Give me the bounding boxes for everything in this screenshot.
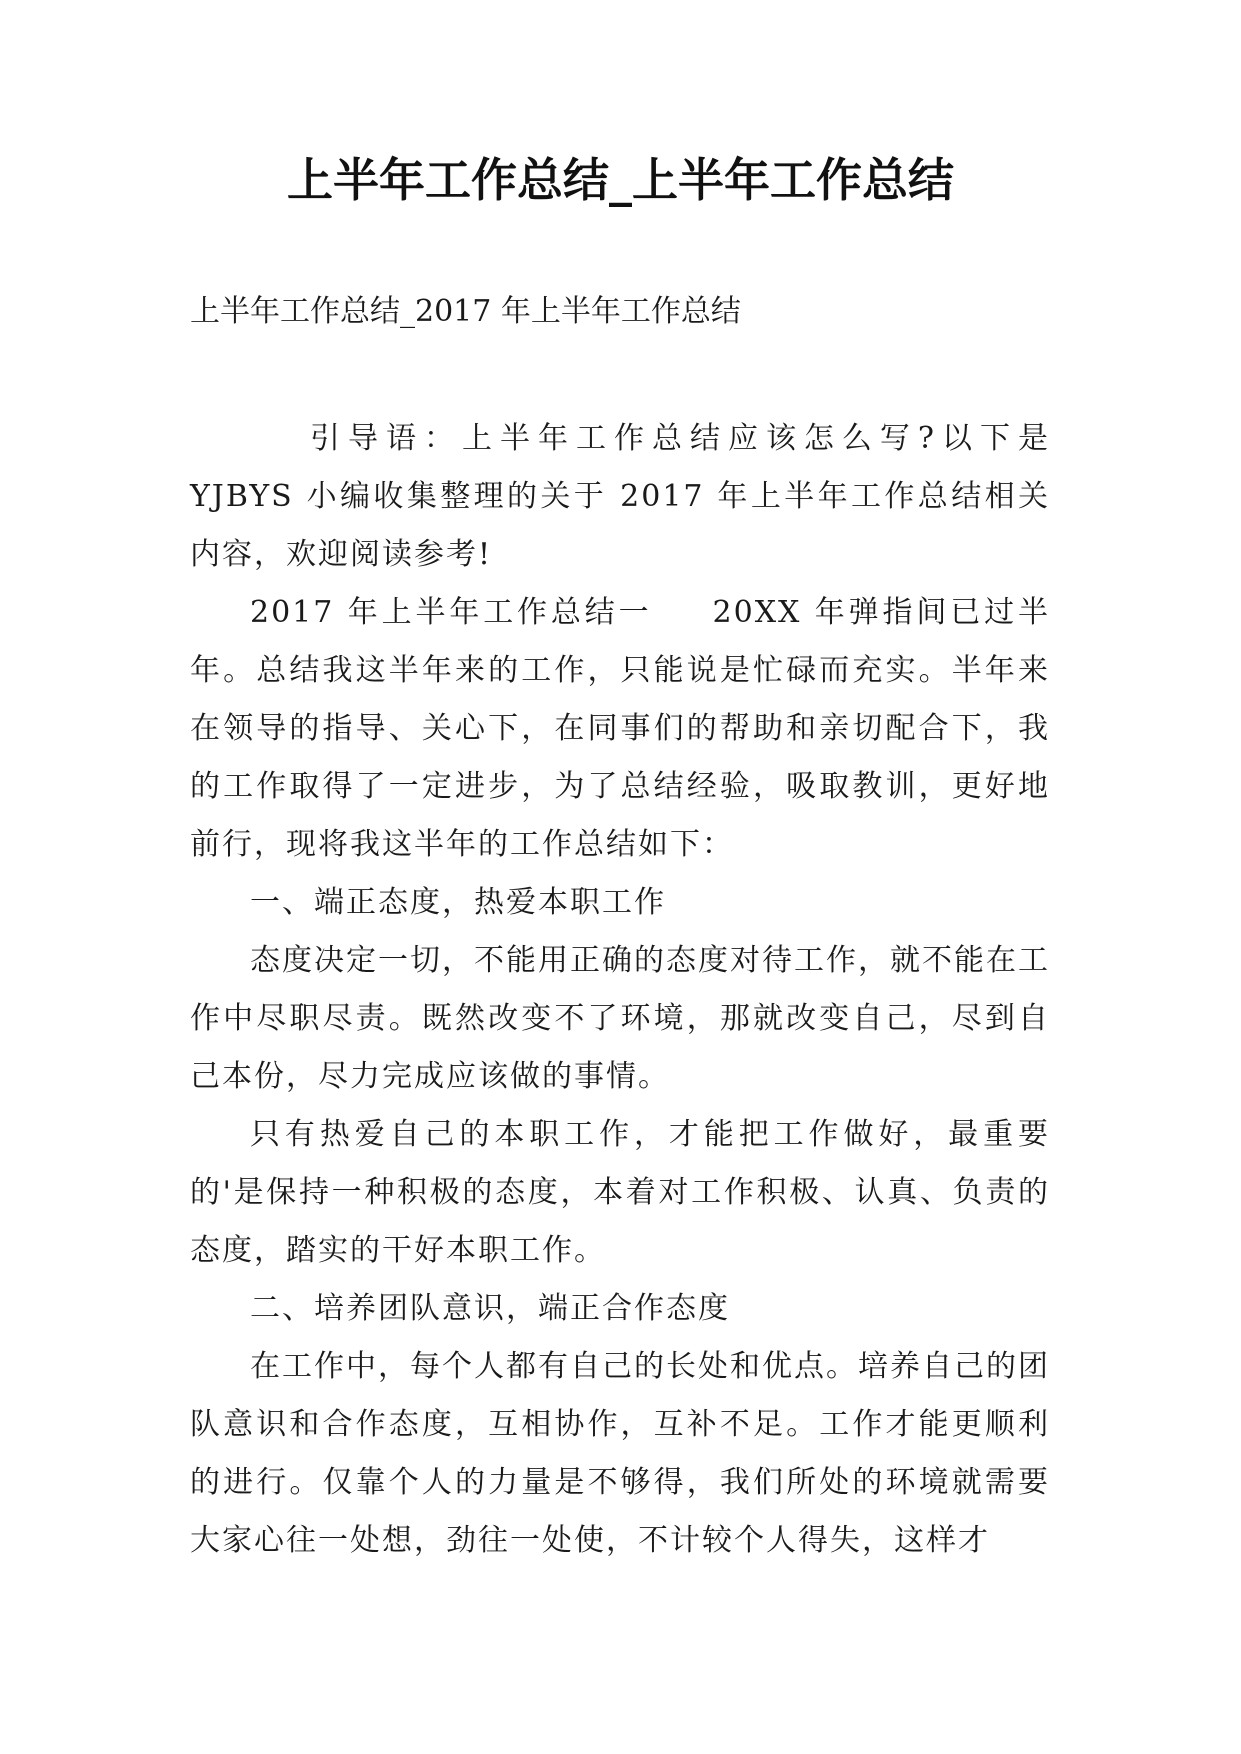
intro-paragraph: 引导语：上半年工作总结应该怎么写?以下是 YJBYS 小编收集整理的关于 2017 年上半年工作总结相关内容，欢迎阅读参考! — [190, 421, 1050, 572]
body-paragraph-3: 只有热爱自己的本职工作，才能把工作做好，最重要的'是保持一种积极的态度，本着对工作积极、认真、负责的态度，踏实的干好本职工作。 — [190, 1117, 1050, 1268]
section-heading-1: 一、端正态度，热爱本职工作 — [250, 885, 666, 920]
body-paragraph-1 — [190, 584, 1050, 874]
section-heading-2: 二、培养团队意识，端正合作态度 — [250, 1291, 730, 1326]
paragraph-text: 20XX 年弹指间已过半年。总结我这半年来的工作，只能说是忙碌而充实。半年来在领导的指导、关心下，在同事们的帮助和亲切配合下，我的工作取得了一定进步，为了总结经验，吸取教训，更好地前行，现将我这半年的工作总结如下： — [190, 595, 1050, 862]
document-title: 上半年工作总结_上半年工作总结 — [287, 153, 954, 207]
body-paragraph-4: 在工作中，每个人都有自己的长处和优点。培养自己的团队意识和合作态度，互相协作，互补不足。工作才能更顺利的进行。仅靠个人的力量是不够得，我们所处的环境就需要大家心往一处想，劲往一处使，不计较个人得失，这样才 — [190, 1349, 1050, 1558]
document-subtitle: 上半年工作总结_2017 年上半年工作总结 — [190, 294, 741, 329]
document-body — [190, 410, 1050, 1570]
section-lead: 2017 年上半年工作总结一 — [250, 595, 653, 630]
body-paragraph-2: 态度决定一切，不能用正确的态度对待工作，就不能在工作中尽职尽责。既然改变不了环境，那就改变自己，尽到自己本份，尽力完成应该做的事情。 — [190, 943, 1050, 1094]
